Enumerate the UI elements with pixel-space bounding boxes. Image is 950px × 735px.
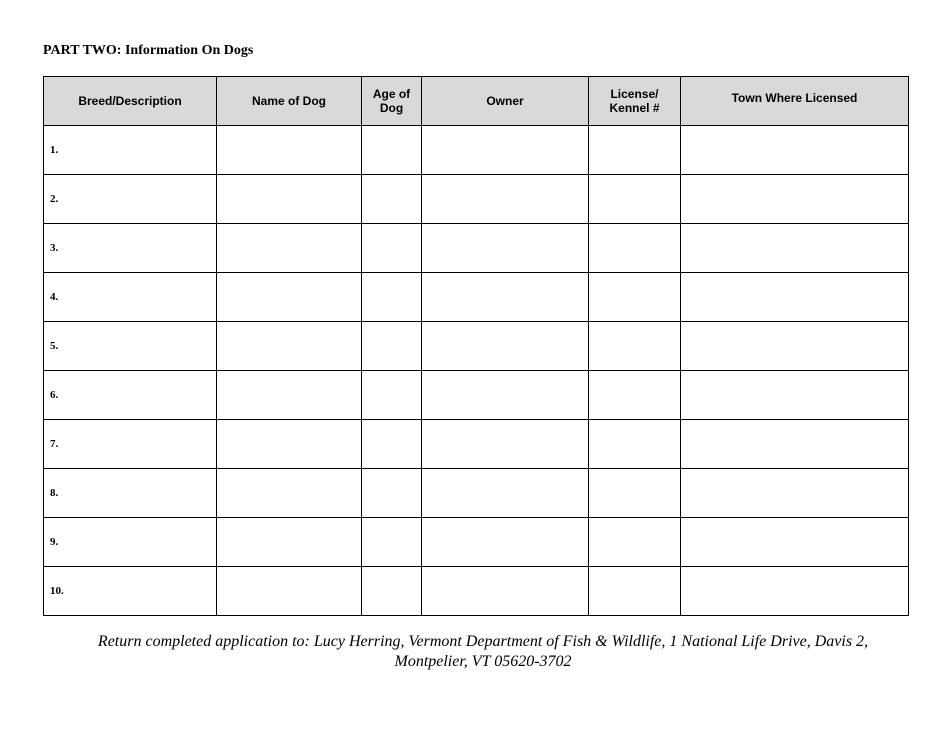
owner-cell[interactable] [422, 420, 589, 469]
table-row [44, 371, 909, 420]
owner-cell[interactable] [422, 126, 589, 175]
name-of-dog-cell[interactable] [217, 420, 362, 469]
breed-description-cell[interactable] [44, 518, 217, 567]
breed-description-cell[interactable] [44, 175, 217, 224]
row-number: 7. [50, 438, 59, 450]
row-number: 9. [50, 536, 59, 548]
age-of-dog-cell[interactable] [362, 469, 422, 518]
section-title: PART TWO: Information On Dogs [43, 43, 254, 58]
license-kennel-cell[interactable] [589, 567, 681, 616]
license-kennel-cell[interactable] [589, 175, 681, 224]
return-address-line-2: Montpelier, VT 05620-3702 [394, 653, 572, 670]
license-kennel-cell[interactable] [589, 469, 681, 518]
town-where-licensed-cell[interactable] [681, 322, 909, 371]
name-of-dog-cell[interactable] [217, 469, 362, 518]
age-of-dog-cell[interactable] [362, 518, 422, 567]
row-number: 3. [50, 242, 59, 254]
name-of-dog-cell[interactable] [217, 518, 362, 567]
name-of-dog-cell[interactable] [217, 175, 362, 224]
row-number: 10. [50, 585, 64, 597]
header-name-of-dog: Name of Dog [217, 77, 362, 126]
row-number: 1. [50, 144, 59, 156]
table-row [44, 518, 909, 567]
header-license-kennel: License/ Kennel # [589, 77, 681, 126]
name-of-dog-cell[interactable] [217, 567, 362, 616]
header-age-of-dog: Age of Dog [362, 77, 422, 126]
breed-description-cell[interactable] [44, 322, 217, 371]
header-breed-description: Breed/Description [44, 77, 217, 126]
town-where-licensed-cell[interactable] [681, 469, 909, 518]
owner-cell[interactable] [422, 371, 589, 420]
owner-cell[interactable] [422, 175, 589, 224]
age-of-dog-cell[interactable] [362, 322, 422, 371]
table-row [44, 175, 909, 224]
name-of-dog-cell[interactable] [217, 322, 362, 371]
dog-information-table [43, 76, 909, 616]
owner-cell[interactable] [422, 469, 589, 518]
breed-description-cell[interactable] [44, 273, 217, 322]
table-row [44, 322, 909, 371]
town-where-licensed-cell[interactable] [681, 224, 909, 273]
header-town-where-licensed: Town Where Licensed [681, 77, 909, 126]
name-of-dog-cell[interactable] [217, 371, 362, 420]
header-owner: Owner [422, 77, 589, 126]
town-where-licensed-cell[interactable] [681, 273, 909, 322]
license-kennel-cell[interactable] [589, 126, 681, 175]
age-of-dog-cell[interactable] [362, 371, 422, 420]
breed-description-cell[interactable] [44, 567, 217, 616]
table-body [44, 126, 909, 616]
license-kennel-cell[interactable] [589, 371, 681, 420]
table-row [44, 567, 909, 616]
return-instructions [43, 632, 923, 672]
table-row [44, 273, 909, 322]
age-of-dog-cell[interactable] [362, 175, 422, 224]
table-row [44, 224, 909, 273]
license-kennel-cell[interactable] [589, 224, 681, 273]
return-address-line-1: Return completed application to: Lucy Herring, Vermont Department of Fish & Wildlife, 1 National Life Drive, Davis 2, [97, 633, 869, 650]
breed-description-cell[interactable] [44, 224, 217, 273]
table-row [44, 420, 909, 469]
name-of-dog-cell[interactable] [217, 126, 362, 175]
row-number: 2. [50, 193, 59, 205]
owner-cell[interactable] [422, 322, 589, 371]
table-row [44, 126, 909, 175]
age-of-dog-cell[interactable] [362, 567, 422, 616]
license-kennel-cell[interactable] [589, 518, 681, 567]
row-number: 6. [50, 389, 59, 401]
row-number: 8. [50, 487, 59, 499]
name-of-dog-cell[interactable] [217, 273, 362, 322]
age-of-dog-cell[interactable] [362, 224, 422, 273]
town-where-licensed-cell[interactable] [681, 126, 909, 175]
owner-cell[interactable] [422, 518, 589, 567]
owner-cell[interactable] [422, 567, 589, 616]
license-kennel-cell[interactable] [589, 322, 681, 371]
table-header-row [44, 77, 909, 126]
license-kennel-cell[interactable] [589, 420, 681, 469]
town-where-licensed-cell[interactable] [681, 518, 909, 567]
license-kennel-cell[interactable] [589, 273, 681, 322]
breed-description-cell[interactable] [44, 126, 217, 175]
town-where-licensed-cell[interactable] [681, 420, 909, 469]
breed-description-cell[interactable] [44, 371, 217, 420]
name-of-dog-cell[interactable] [217, 224, 362, 273]
town-where-licensed-cell[interactable] [681, 371, 909, 420]
age-of-dog-cell[interactable] [362, 420, 422, 469]
owner-cell[interactable] [422, 224, 589, 273]
table-row [44, 469, 909, 518]
row-number: 4. [50, 291, 59, 303]
breed-description-cell[interactable] [44, 469, 217, 518]
breed-description-cell[interactable] [44, 420, 217, 469]
row-number: 5. [50, 340, 59, 352]
owner-cell[interactable] [422, 273, 589, 322]
town-where-licensed-cell[interactable] [681, 567, 909, 616]
age-of-dog-cell[interactable] [362, 273, 422, 322]
town-where-licensed-cell[interactable] [681, 175, 909, 224]
age-of-dog-cell[interactable] [362, 126, 422, 175]
